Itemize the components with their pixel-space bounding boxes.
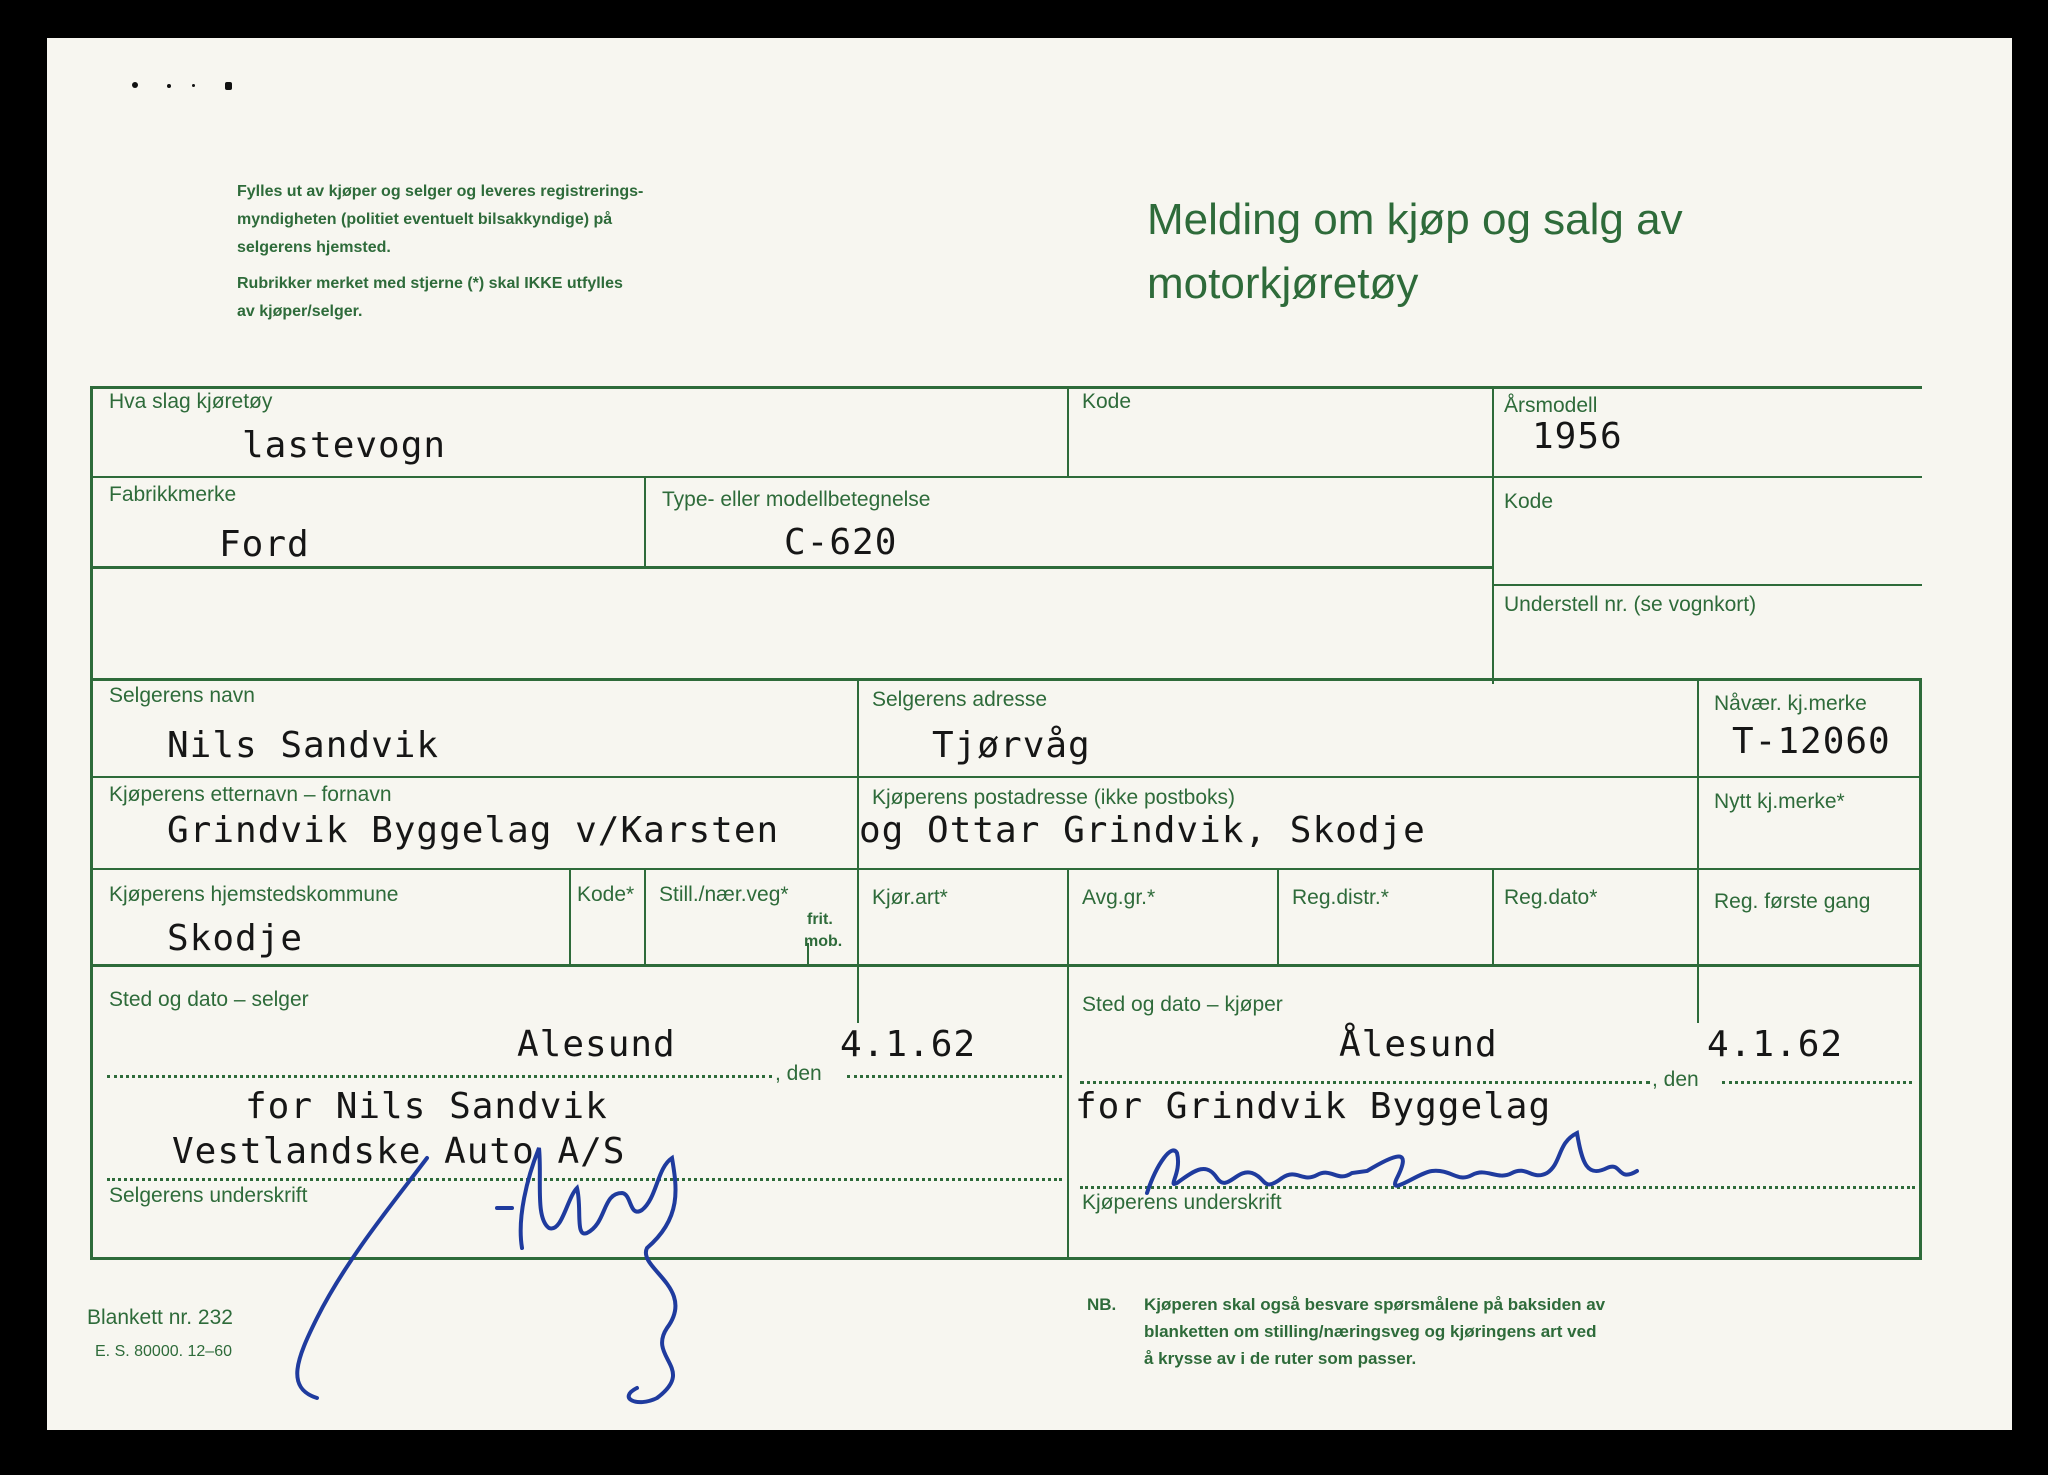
seller-address-label: Selgerens adresse bbox=[872, 688, 1048, 711]
title-line: motorkjøretøy bbox=[1147, 259, 1419, 308]
model-label: Type- eller modellbetegnelse bbox=[662, 488, 931, 511]
rubric-line: av kjøper/selger. bbox=[237, 303, 363, 320]
seller-address-field[interactable]: Tjørvåg bbox=[932, 725, 1091, 766]
buyer-name-field[interactable]: Grindvik Byggelag v/Karsten bbox=[167, 810, 780, 851]
occupation-label: Still./nær.veg* bbox=[659, 883, 789, 906]
regdistr-label: Reg.distr.* bbox=[1292, 886, 1389, 909]
year-model-label: Årsmodell bbox=[1504, 394, 1598, 417]
nb-line: Kjøperen skal også besvare spørsmålene på baksiden av bbox=[1144, 1295, 1606, 1314]
print-info: E. S. 80000. 12–60 bbox=[95, 1343, 232, 1360]
instructions-line: Fylles ut av kjøper og selger og leveres registrerings- bbox=[237, 183, 644, 200]
buyer-address-field[interactable]: og Ottar Grindvik, Skodje bbox=[859, 810, 1426, 851]
vehicle-type-field[interactable]: lastevogn bbox=[242, 425, 447, 466]
seller-den-label: , den bbox=[775, 1062, 822, 1085]
current-plate-label: Nåvær. kj.merke bbox=[1714, 692, 1867, 715]
form-number: Blankett nr. 232 bbox=[87, 1306, 233, 1329]
print-marks bbox=[132, 82, 242, 92]
regfirst-label: Reg. første gang bbox=[1714, 890, 1871, 913]
nb-label: NB. bbox=[1087, 1295, 1117, 1314]
year-model-field[interactable]: 1956 bbox=[1532, 416, 1623, 457]
kjorart-label: Kjør.art* bbox=[872, 886, 948, 909]
buyer-date-field[interactable]: 4.1.62 bbox=[1707, 1024, 1844, 1065]
buyer-place-field[interactable]: Ålesund bbox=[1339, 1024, 1498, 1065]
avggr-label: Avg.gr.* bbox=[1082, 886, 1156, 909]
seller-for-line1[interactable]: for Nils Sandvik bbox=[245, 1086, 608, 1127]
seller-place-label: Sted og dato – selger bbox=[109, 988, 309, 1011]
instructions-line: myndigheten (politiet eventuelt bilsakkyndige) på bbox=[237, 211, 613, 228]
make-label: Fabrikkmerke bbox=[109, 483, 237, 506]
buyer-place-label: Sted og dato – kjøper bbox=[1082, 993, 1283, 1016]
seller-name-field[interactable]: Nils Sandvik bbox=[167, 725, 440, 766]
nb-line: å krysse av i de ruter som passer. bbox=[1144, 1349, 1417, 1368]
seller-signature bbox=[277, 1138, 797, 1408]
vehicle-type-label: Hva slag kjøretøy bbox=[109, 390, 273, 413]
model-field[interactable]: C-620 bbox=[784, 522, 898, 563]
buyer-municipality-field[interactable]: Skodje bbox=[167, 918, 304, 959]
buyer-address-label: Kjøperens postadresse (ikke postboks) bbox=[872, 786, 1235, 809]
make-field[interactable]: Ford bbox=[219, 524, 310, 565]
seller-place-field[interactable]: Alesund bbox=[517, 1024, 676, 1065]
form-paper bbox=[47, 38, 2012, 1430]
seller-for-line2[interactable]: Vestlandske Auto A/S bbox=[172, 1131, 626, 1172]
nb-line: blanketten om stilling/næringsveg og kjøringens art ved bbox=[1144, 1322, 1597, 1341]
buyer-name-label: Kjøperens etternavn – fornavn bbox=[109, 783, 392, 806]
frit-label: frit. bbox=[807, 911, 833, 928]
kode-label: Kode* bbox=[577, 883, 635, 906]
mob-label: mob. bbox=[804, 933, 843, 950]
instructions-line: selgerens hjemsted. bbox=[237, 239, 391, 256]
new-plate-label: Nytt kj.merke* bbox=[1714, 790, 1845, 813]
seller-date-field[interactable]: 4.1.62 bbox=[840, 1024, 977, 1065]
instructions bbox=[237, 178, 877, 326]
title-line: Melding om kjøp og salg av bbox=[1147, 195, 1683, 244]
vehicle-code-label: Kode bbox=[1082, 390, 1132, 413]
form-title bbox=[1147, 188, 1683, 316]
seller-name-label: Selgerens navn bbox=[109, 684, 255, 707]
regdato-label: Reg.dato* bbox=[1504, 886, 1598, 909]
buyer-municipality-label: Kjøperens hjemstedskommune bbox=[109, 883, 399, 906]
vehicle-code2-label: Kode bbox=[1504, 490, 1554, 513]
nb-text bbox=[1144, 1291, 1924, 1372]
seller-signature-label: Selgerens underskrift bbox=[109, 1184, 308, 1207]
rubric-line: Rubrikker merket med stjerne (*) skal IKKE utfylles bbox=[237, 275, 623, 292]
buyer-signature bbox=[1137, 1123, 1657, 1213]
current-plate-field[interactable]: T-12060 bbox=[1732, 721, 1891, 762]
buyer-for-line[interactable]: for Grindvik Byggelag bbox=[1075, 1086, 1552, 1127]
buyer-den-label: , den bbox=[1652, 1068, 1699, 1091]
chassis-label: Understell nr. (se vognkort) bbox=[1504, 593, 1757, 616]
buyer-signature-label: Kjøperens underskrift bbox=[1082, 1191, 1282, 1214]
